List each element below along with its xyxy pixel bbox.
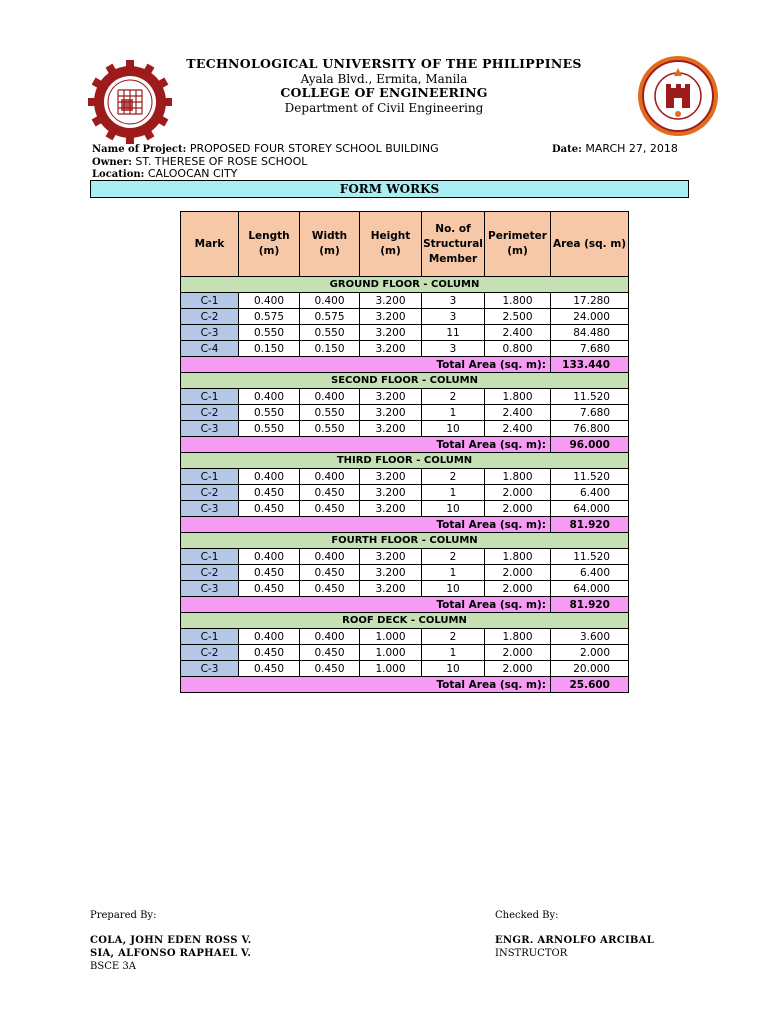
- owner-value: ST. THERESE OF ROSE SCHOOL: [135, 155, 308, 168]
- section-title: ROOF DECK - COLUMN: [181, 613, 629, 629]
- length-cell: 0.400: [239, 293, 300, 309]
- table-row: [181, 629, 629, 645]
- width-cell: 0.450: [300, 581, 360, 597]
- width-cell: 0.400: [300, 629, 360, 645]
- perimeter-cell: 2.000: [485, 501, 551, 517]
- total-row: [181, 437, 629, 453]
- length-cell: 0.450: [239, 565, 300, 581]
- height-cell: 3.200: [360, 485, 422, 501]
- mark-cell: C-1: [181, 629, 239, 645]
- project-line: [92, 142, 439, 155]
- header-perimeter: Perimeter (m): [485, 212, 551, 277]
- perimeter-cell: 1.800: [485, 629, 551, 645]
- length-cell: 0.450: [239, 645, 300, 661]
- length-cell: 0.450: [239, 485, 300, 501]
- members-cell: 1: [422, 565, 485, 581]
- header-mark: Mark: [181, 212, 239, 277]
- width-cell: 0.450: [300, 485, 360, 501]
- header-width: Width (m): [300, 212, 360, 277]
- height-cell: 3.200: [360, 405, 422, 421]
- mark-cell: C-3: [181, 421, 239, 437]
- form-works-title: FORM WORKS: [90, 180, 689, 198]
- total-value: 81.920: [551, 597, 629, 613]
- mark-cell: C-1: [181, 389, 239, 405]
- height-cell: 3.200: [360, 549, 422, 565]
- total-label: Total Area (sq. m):: [181, 677, 551, 693]
- location-label: Location:: [92, 169, 145, 180]
- table-row: [181, 565, 629, 581]
- total-value: 81.920: [551, 517, 629, 533]
- table-row: [181, 293, 629, 309]
- height-cell: 3.200: [360, 469, 422, 485]
- length-cell: 0.400: [239, 389, 300, 405]
- width-cell: 0.400: [300, 389, 360, 405]
- total-row: [181, 357, 629, 373]
- perimeter-cell: 1.800: [485, 549, 551, 565]
- prepared-by-label: Prepared By:: [90, 910, 157, 921]
- width-cell: 0.550: [300, 405, 360, 421]
- width-cell: 0.450: [300, 501, 360, 517]
- width-cell: 0.400: [300, 549, 360, 565]
- height-cell: 3.200: [360, 581, 422, 597]
- members-cell: 2: [422, 389, 485, 405]
- perimeter-cell: 0.800: [485, 341, 551, 357]
- table-row: [181, 469, 629, 485]
- section-header-row: [181, 613, 629, 629]
- members-cell: 2: [422, 469, 485, 485]
- members-cell: 10: [422, 581, 485, 597]
- section-title: FOURTH FLOOR - COLUMN: [181, 533, 629, 549]
- area-cell: 20.000: [551, 661, 629, 677]
- table-row: [181, 405, 629, 421]
- length-cell: 0.400: [239, 549, 300, 565]
- total-label: Total Area (sq. m):: [181, 517, 551, 533]
- perimeter-cell: 2.000: [485, 581, 551, 597]
- area-cell: 3.600: [551, 629, 629, 645]
- perimeter-cell: 1.800: [485, 293, 551, 309]
- perimeter-cell: 2.000: [485, 645, 551, 661]
- section-header-row: [181, 453, 629, 469]
- table-row: [181, 581, 629, 597]
- perimeter-cell: 1.800: [485, 469, 551, 485]
- area-cell: 11.520: [551, 389, 629, 405]
- project-label: Name of Project:: [92, 144, 187, 155]
- area-cell: 7.680: [551, 405, 629, 421]
- mark-cell: C-3: [181, 501, 239, 517]
- height-cell: 3.200: [360, 341, 422, 357]
- width-cell: 0.450: [300, 645, 360, 661]
- mark-cell: C-1: [181, 469, 239, 485]
- table-row: [181, 309, 629, 325]
- total-label: Total Area (sq. m):: [181, 437, 551, 453]
- table-row: [181, 389, 629, 405]
- height-cell: 3.200: [360, 309, 422, 325]
- checker-name: ENGR. ARNOLFO ARCIBAL: [495, 935, 655, 946]
- table-row: [181, 645, 629, 661]
- area-cell: 76.800: [551, 421, 629, 437]
- length-cell: 0.550: [239, 421, 300, 437]
- section-header-row: [181, 373, 629, 389]
- height-cell: 3.200: [360, 421, 422, 437]
- height-cell: 3.200: [360, 501, 422, 517]
- college-name: COLLEGE OF ENGINEERING: [280, 85, 488, 100]
- mark-cell: C-3: [181, 325, 239, 341]
- university-name: TECHNOLOGICAL UNIVERSITY OF THE PHILIPPINES: [186, 56, 582, 71]
- table-row: [181, 485, 629, 501]
- total-value: 25.600: [551, 677, 629, 693]
- checker-title: INSTRUCTOR: [495, 948, 568, 959]
- checked-by-label: Checked By:: [495, 910, 559, 921]
- members-cell: 2: [422, 629, 485, 645]
- table-row: [181, 501, 629, 517]
- mark-cell: C-3: [181, 581, 239, 597]
- members-cell: 1: [422, 485, 485, 501]
- area-cell: 17.280: [551, 293, 629, 309]
- members-cell: 2: [422, 549, 485, 565]
- length-cell: 0.150: [239, 341, 300, 357]
- perimeter-cell: 2.400: [485, 325, 551, 341]
- width-cell: 0.400: [300, 469, 360, 485]
- area-cell: 11.520: [551, 469, 629, 485]
- mark-cell: C-3: [181, 661, 239, 677]
- members-cell: 10: [422, 661, 485, 677]
- table-row: [181, 661, 629, 677]
- mark-cell: C-2: [181, 309, 239, 325]
- members-cell: 10: [422, 501, 485, 517]
- preparer-name-1: COLA, JOHN EDEN ROSS V.: [90, 935, 252, 946]
- length-cell: 0.575: [239, 309, 300, 325]
- total-value: 133.440: [551, 357, 629, 373]
- header-area: Area (sq. m): [551, 212, 629, 277]
- area-cell: 6.400: [551, 485, 629, 501]
- mark-cell: C-4: [181, 341, 239, 357]
- area-cell: 24.000: [551, 309, 629, 325]
- department-name: Department of Civil Engineering: [284, 101, 484, 115]
- width-cell: 0.450: [300, 661, 360, 677]
- total-row: [181, 597, 629, 613]
- perimeter-cell: 2.000: [485, 661, 551, 677]
- area-cell: 64.000: [551, 501, 629, 517]
- perimeter-cell: 2.000: [485, 565, 551, 581]
- project-value: PROPOSED FOUR STOREY SCHOOL BUILDING: [189, 142, 439, 155]
- length-cell: 0.450: [239, 581, 300, 597]
- length-cell: 0.400: [239, 469, 300, 485]
- length-cell: 0.400: [239, 629, 300, 645]
- members-cell: 10: [422, 421, 485, 437]
- table-row: [181, 325, 629, 341]
- perimeter-cell: 1.800: [485, 389, 551, 405]
- section-title: GROUND FLOOR - COLUMN: [181, 277, 629, 293]
- date-value: MARCH 27, 2018: [585, 142, 678, 155]
- area-cell: 64.000: [551, 581, 629, 597]
- preparer-name-2: SIA, ALFONSO RAPHAEL V.: [90, 948, 252, 959]
- location-line: [92, 167, 237, 180]
- area-cell: 2.000: [551, 645, 629, 661]
- width-cell: 0.400: [300, 293, 360, 309]
- height-cell: 3.200: [360, 389, 422, 405]
- date-label: Date:: [552, 144, 582, 155]
- width-cell: 0.550: [300, 325, 360, 341]
- mark-cell: C-1: [181, 293, 239, 309]
- perimeter-cell: 2.400: [485, 421, 551, 437]
- height-cell: 3.200: [360, 565, 422, 581]
- perimeter-cell: 2.500: [485, 309, 551, 325]
- total-row: [181, 677, 629, 693]
- members-cell: 3: [422, 309, 485, 325]
- width-cell: 0.550: [300, 421, 360, 437]
- table-row: [181, 341, 629, 357]
- area-cell: 6.400: [551, 565, 629, 581]
- header-height: Height (m): [360, 212, 422, 277]
- area-cell: 11.520: [551, 549, 629, 565]
- height-cell: 1.000: [360, 645, 422, 661]
- mark-cell: C-2: [181, 405, 239, 421]
- height-cell: 1.000: [360, 629, 422, 645]
- mark-cell: C-2: [181, 645, 239, 661]
- area-cell: 7.680: [551, 341, 629, 357]
- table-row: [181, 549, 629, 565]
- header-structural-members: No. of Structural Member: [422, 212, 485, 277]
- perimeter-cell: 2.000: [485, 485, 551, 501]
- members-cell: 1: [422, 405, 485, 421]
- total-row: [181, 517, 629, 533]
- date-line: [552, 142, 678, 155]
- header-length: Length (m): [239, 212, 300, 277]
- preparer-section: BSCE 3A: [90, 961, 136, 972]
- mark-cell: C-1: [181, 549, 239, 565]
- area-cell: 84.480: [551, 325, 629, 341]
- form-works-table: [180, 211, 629, 693]
- mark-cell: C-2: [181, 485, 239, 501]
- members-cell: 1: [422, 645, 485, 661]
- length-cell: 0.550: [239, 405, 300, 421]
- owner-label: Owner:: [92, 157, 132, 168]
- height-cell: 1.000: [360, 661, 422, 677]
- width-cell: 0.150: [300, 341, 360, 357]
- length-cell: 0.450: [239, 501, 300, 517]
- total-value: 96.000: [551, 437, 629, 453]
- table-body: [181, 277, 629, 693]
- table-row: [181, 421, 629, 437]
- width-cell: 0.575: [300, 309, 360, 325]
- height-cell: 3.200: [360, 293, 422, 309]
- members-cell: 3: [422, 341, 485, 357]
- location-value: CALOOCAN CITY: [147, 167, 238, 180]
- perimeter-cell: 2.400: [485, 405, 551, 421]
- mark-cell: C-2: [181, 565, 239, 581]
- height-cell: 3.200: [360, 325, 422, 341]
- section-header-row: [181, 277, 629, 293]
- members-cell: 11: [422, 325, 485, 341]
- total-label: Total Area (sq. m):: [181, 597, 551, 613]
- members-cell: 3: [422, 293, 485, 309]
- section-title: THIRD FLOOR - COLUMN: [181, 453, 629, 469]
- university-address: Ayala Blvd., Ermita, Manila: [300, 72, 468, 86]
- section-header-row: [181, 533, 629, 549]
- table-header-row: [181, 212, 629, 277]
- length-cell: 0.450: [239, 661, 300, 677]
- length-cell: 0.550: [239, 325, 300, 341]
- section-title: SECOND FLOOR - COLUMN: [181, 373, 629, 389]
- width-cell: 0.450: [300, 565, 360, 581]
- total-label: Total Area (sq. m):: [181, 357, 551, 373]
